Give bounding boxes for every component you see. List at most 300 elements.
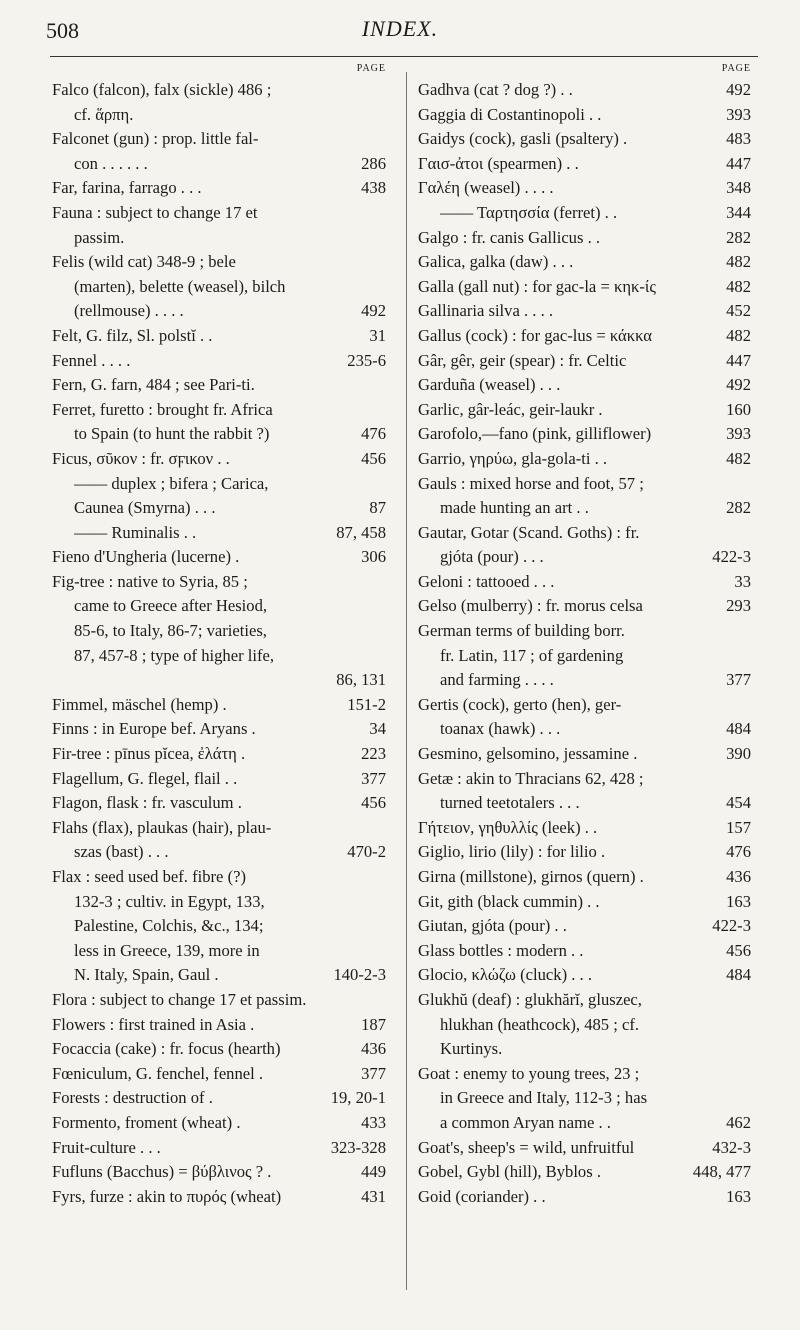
page-reference: 19, 20-1 xyxy=(330,1088,386,1108)
index-entry xyxy=(418,275,751,300)
index-entry xyxy=(418,742,751,767)
entry-line xyxy=(52,890,386,915)
entry-text: Gallinaria silva . . . . xyxy=(418,301,554,321)
entry-text: Galgo : fr. canis Gallicus . . xyxy=(418,227,601,247)
entry-text: German terms of building borr. xyxy=(418,621,625,641)
entry-text: Garofolo,—fano (pink, gilliflower) xyxy=(418,424,652,444)
entry-line xyxy=(52,103,386,128)
entry-line xyxy=(52,447,386,472)
index-entry xyxy=(418,373,751,398)
page-reference: 432-3 xyxy=(712,1137,751,1157)
index-entry xyxy=(418,78,751,103)
index-entry xyxy=(52,816,386,865)
index-entry xyxy=(418,447,751,472)
page-reference: 484 xyxy=(726,719,751,739)
entry-line xyxy=(418,840,751,865)
page-reference: 282 xyxy=(726,498,751,518)
entry-line xyxy=(418,398,751,423)
index-entry xyxy=(418,619,751,693)
right-column xyxy=(418,60,751,1209)
entry-line xyxy=(418,742,751,767)
page-reference: 456 xyxy=(726,940,751,960)
entry-text: —— duplex ; bifera ; Carica, xyxy=(74,473,269,493)
page-reference: 438 xyxy=(361,178,386,198)
entry-line xyxy=(418,1086,751,1111)
page-reference: 160 xyxy=(726,399,751,419)
index-entry xyxy=(52,1086,386,1111)
entry-line xyxy=(418,103,751,128)
page-reference: 87, 458 xyxy=(336,522,386,542)
entry-line xyxy=(52,693,386,718)
entry-line xyxy=(52,398,386,423)
entry-text: Ferret, furetto : brought fr. Africa xyxy=(52,399,273,419)
entry-text: Giutan, gjóta (pour) . . xyxy=(418,916,567,936)
entry-text: Fœniculum, G. fenchel, fennel . xyxy=(52,1063,264,1083)
page-reference: 482 xyxy=(726,325,751,345)
entry-line xyxy=(52,1062,386,1087)
page-reference: 447 xyxy=(726,153,751,173)
page-reference: 492 xyxy=(361,301,386,321)
entry-text: Girna (millstone), girnos (quern) . xyxy=(418,867,644,886)
page-reference: 436 xyxy=(726,867,751,886)
page-reference: 348 xyxy=(726,178,751,198)
entry-line xyxy=(52,250,386,275)
entry-line xyxy=(418,152,751,177)
index-entry xyxy=(418,299,751,324)
entry-line xyxy=(418,668,751,693)
index-entry xyxy=(52,373,386,398)
entry-text: Fyrs, furze : akin to πυρός (wheat) xyxy=(52,1186,282,1206)
page-reference: 344 xyxy=(726,202,751,222)
entry-line xyxy=(418,865,751,890)
entry-text: Getæ : akin to Thracians 62, 428 ; xyxy=(418,768,644,788)
entry-text: Gobel, Gybl (hill), Byblos . xyxy=(418,1162,601,1182)
entry-line xyxy=(418,939,751,964)
index-entry xyxy=(418,521,751,570)
entry-line xyxy=(52,816,386,841)
page-reference: 476 xyxy=(361,424,386,444)
entry-line xyxy=(52,767,386,792)
entry-line xyxy=(418,570,751,595)
page-reference: 377 xyxy=(726,670,751,690)
entry-text: Fennel . . . . xyxy=(52,350,131,370)
entry-text: Glocio, κλώζω (cluck) . . . xyxy=(418,965,593,985)
index-entry xyxy=(52,472,386,521)
page-number: 508 xyxy=(46,18,79,43)
entry-text: Geloni : tattooed . . . xyxy=(418,571,555,591)
entry-line xyxy=(52,176,386,201)
entry-text: Goat : enemy to young trees, 23 ; xyxy=(418,1063,640,1083)
entry-line xyxy=(52,791,386,816)
page-reference: 482 xyxy=(726,252,751,272)
entry-line xyxy=(418,1160,751,1185)
page-reference: 306 xyxy=(361,547,386,567)
page-reference: 436 xyxy=(361,1039,386,1059)
entry-text: toanax (hawk) . . . xyxy=(440,719,561,739)
entry-line xyxy=(52,619,386,644)
index-entry xyxy=(52,791,386,816)
entry-text: Gaggia di Costantinopoli . . xyxy=(418,104,602,124)
page-reference: 377 xyxy=(361,768,386,788)
index-entry xyxy=(418,1136,751,1161)
entry-text: Gertis (cock), gerto (hen), ger- xyxy=(418,694,622,714)
entry-text: Palestine, Colchis, &c., 134; xyxy=(74,916,264,936)
index-entry xyxy=(52,693,386,718)
entry-line xyxy=(418,349,751,374)
entry-text: Flora : subject to change 17 et passim. xyxy=(52,989,307,1009)
entry-line xyxy=(418,127,751,152)
index-entry xyxy=(418,103,751,128)
entry-line xyxy=(418,619,751,644)
page-reference: 323-328 xyxy=(330,1137,386,1157)
entry-line xyxy=(418,1111,751,1136)
entry-line xyxy=(52,349,386,374)
entry-text: Galica, galka (daw) . . . xyxy=(418,252,574,272)
entry-text: came to Greece after Hesiod, xyxy=(74,596,268,616)
entry-text: Fir-tree : pīnus pĭcea, ἐλάτη . xyxy=(52,744,246,764)
index-entry xyxy=(52,865,386,988)
entry-text: Flax : seed used bef. fibre (?) xyxy=(52,867,246,886)
index-entry xyxy=(52,1013,386,1038)
entry-text: made hunting an art . . xyxy=(440,498,589,518)
index-entry xyxy=(52,717,386,742)
entry-text: Gallus (cock) : for gac-lus = κάκκα xyxy=(418,325,653,345)
entry-text: Forests : destruction of . xyxy=(52,1088,213,1108)
entry-text: Kurtinys. xyxy=(440,1039,503,1059)
entry-text: Gadhva (cat ? dog ?) . . xyxy=(418,80,573,99)
page-reference: 140-2-3 xyxy=(333,965,386,985)
entry-text: less in Greece, 139, more in xyxy=(74,940,260,960)
entry-line xyxy=(52,1160,386,1185)
index-entry xyxy=(52,521,386,546)
page-reference: 34 xyxy=(369,719,386,739)
entry-line xyxy=(418,472,751,497)
page-reference: 447 xyxy=(726,350,751,370)
entry-text: Goat's, sheep's = wild, unfruitful xyxy=(418,1137,635,1157)
entry-line xyxy=(52,545,386,570)
entry-text: con . . . . . . xyxy=(74,153,148,173)
entry-text: Fimmel, mäschel (hemp) . xyxy=(52,694,227,714)
entry-text: hlukhan (heathcock), 485 ; cf. xyxy=(440,1014,640,1034)
entry-line xyxy=(52,226,386,251)
entry-text: to Spain (to hunt the rabbit ?) xyxy=(74,424,270,444)
index-entry xyxy=(52,1037,386,1062)
entry-text: —— Ruminalis . . xyxy=(74,522,197,542)
page-reference: 235-6 xyxy=(347,350,386,370)
entry-line xyxy=(418,914,751,939)
page-reference: 163 xyxy=(726,1186,751,1206)
entry-line xyxy=(418,988,751,1013)
entry-text: and farming . . . . xyxy=(440,670,554,690)
header-rule xyxy=(50,56,758,57)
entry-line xyxy=(52,521,386,546)
page-reference: 448, 477 xyxy=(692,1162,751,1182)
entry-line xyxy=(52,299,386,324)
entry-text: Flahs (flax), plaukas (hair), plau- xyxy=(52,817,272,837)
entry-line xyxy=(418,1185,751,1210)
entry-line xyxy=(418,717,751,742)
index-entry xyxy=(52,1111,386,1136)
entry-text: Goid (coriander) . . xyxy=(418,1186,546,1206)
index-entry xyxy=(418,1062,751,1136)
page-reference: 31 xyxy=(369,325,386,345)
entry-text: Falco (falcon), falx (sickle) 486 ; xyxy=(52,80,272,99)
entry-text: Gesmino, gelsomino, jessamine . xyxy=(418,744,638,764)
entry-line xyxy=(418,422,751,447)
page-reference: 433 xyxy=(361,1112,386,1132)
index-entry xyxy=(52,127,386,176)
index-entry xyxy=(418,127,751,152)
entry-text: Fruit-culture . . . xyxy=(52,1137,161,1157)
entry-line xyxy=(418,496,751,521)
entry-text: Flagellum, G. flegel, flail . . xyxy=(52,768,238,788)
entry-line xyxy=(52,570,386,595)
page-reference: 456 xyxy=(361,793,386,813)
entry-line xyxy=(418,594,751,619)
index-entry xyxy=(418,840,751,865)
entry-line xyxy=(418,545,751,570)
entry-line xyxy=(418,1013,751,1038)
index-entry xyxy=(418,250,751,275)
index-entry xyxy=(418,963,751,988)
entry-text: Garduña (weasel) . . . xyxy=(418,375,561,395)
entry-text: 85-6, to Italy, 86-7; varieties, xyxy=(74,621,267,641)
entry-line xyxy=(52,963,386,988)
index-entry xyxy=(418,349,751,374)
entry-line xyxy=(418,644,751,669)
index-entry xyxy=(418,988,751,1062)
entry-line xyxy=(52,152,386,177)
entry-line xyxy=(52,373,386,398)
entry-line xyxy=(52,1086,386,1111)
page-reference: 476 xyxy=(726,842,751,862)
page-reference: 449 xyxy=(361,1162,386,1182)
index-entry xyxy=(418,693,751,742)
entry-line xyxy=(52,988,386,1013)
entry-line xyxy=(418,299,751,324)
entry-line xyxy=(52,914,386,939)
entry-line xyxy=(52,840,386,865)
entry-text: Felis (wild cat) 348-9 ; bele xyxy=(52,252,236,272)
entry-line xyxy=(52,865,386,890)
page-reference: 33 xyxy=(734,571,751,591)
page-reference: 431 xyxy=(361,1186,386,1206)
entry-text: Fieno d'Ungheria (lucerne) . xyxy=(52,547,240,567)
entry-text: 86, 131 xyxy=(336,670,386,690)
entry-text: Gâr, gêr, geir (spear) : fr. Celtic xyxy=(418,350,627,370)
entry-line xyxy=(52,422,386,447)
entry-text: Git, gith (black cummin) . . xyxy=(418,891,600,911)
entry-text: Fauna : subject to change 17 et xyxy=(52,202,258,222)
entry-line xyxy=(418,1062,751,1087)
entry-text: Glukhŭ (deaf) : glukhărĭ, gluszec, xyxy=(418,989,642,1009)
entry-text: Fern, G. farn, 484 ; see Pari-ti. xyxy=(52,375,255,395)
index-entry xyxy=(418,939,751,964)
page-reference: 483 xyxy=(726,129,751,149)
column-divider xyxy=(406,72,407,1290)
entry-line xyxy=(418,1136,751,1161)
index-entry xyxy=(418,570,751,595)
entry-line xyxy=(418,176,751,201)
entry-text: Far, farina, farrago . . . xyxy=(52,178,202,198)
entry-line xyxy=(52,1111,386,1136)
page-reference: 223 xyxy=(361,744,386,764)
entry-line xyxy=(52,324,386,349)
index-entry xyxy=(418,914,751,939)
page-reference: 484 xyxy=(726,965,751,985)
page-reference: 462 xyxy=(726,1112,751,1132)
index-entry xyxy=(418,890,751,915)
entry-text: —— Ταρτησσία (ferret) . . xyxy=(440,202,618,222)
entry-text: Galla (gall nut) : for gac-la = κηκ-ίς xyxy=(418,276,656,296)
entry-line xyxy=(52,127,386,152)
entry-text: Focaccia (cake) : fr. focus (hearth) xyxy=(52,1039,281,1059)
index-entry xyxy=(52,742,386,767)
entry-text: (marten), belette (weasel), bilch xyxy=(74,276,286,296)
entry-text: fr. Latin, 117 ; of gardening xyxy=(440,645,624,665)
entry-text: Gelso (mulberry) : fr. morus celsa xyxy=(418,596,643,616)
entry-text: Caunea (Smyrna) . . . xyxy=(74,498,216,518)
entry-text: Glass bottles : modern . . xyxy=(418,940,584,960)
entry-line xyxy=(52,644,386,669)
page-reference: 390 xyxy=(726,744,751,764)
page-reference: 286 xyxy=(361,153,386,173)
entry-line xyxy=(418,791,751,816)
index-entry xyxy=(418,152,751,177)
index-entry xyxy=(418,324,751,349)
entry-line xyxy=(52,668,386,693)
index-entry xyxy=(52,1160,386,1185)
index-entry xyxy=(418,816,751,841)
page-reference: 282 xyxy=(726,227,751,247)
entry-line xyxy=(52,1037,386,1062)
entry-text: Γαλέη (weasel) . . . . xyxy=(418,178,554,198)
entry-line xyxy=(52,1013,386,1038)
entry-text: passim. xyxy=(74,227,125,247)
entry-text: in Greece and Italy, 112-3 ; has xyxy=(440,1088,648,1108)
entry-line xyxy=(52,1136,386,1161)
entry-line xyxy=(52,742,386,767)
entry-line xyxy=(418,767,751,792)
index-entry xyxy=(418,1160,751,1185)
entry-text: turned teetotalers . . . xyxy=(440,793,580,813)
entry-line xyxy=(418,250,751,275)
entry-line xyxy=(418,1037,751,1062)
entry-line xyxy=(418,373,751,398)
index-entry xyxy=(418,594,751,619)
entry-text: Giglio, lirio (lily) : for lilio . xyxy=(418,842,606,862)
left-column xyxy=(52,60,386,1209)
entry-text: Gautar, Gotar (Scand. Goths) : fr. xyxy=(418,522,640,542)
index-entry xyxy=(52,447,386,472)
entry-line xyxy=(418,693,751,718)
entry-text: cf. ἅρπη. xyxy=(74,104,134,124)
page-reference: 157 xyxy=(726,817,751,837)
entry-line xyxy=(418,963,751,988)
index-entry xyxy=(418,472,751,521)
page-reference: 452 xyxy=(726,301,751,321)
index-entry xyxy=(52,349,386,374)
entry-text: Formento, froment (wheat) . xyxy=(52,1112,241,1132)
entry-line xyxy=(418,521,751,546)
entry-text: Fufluns (Bacchus) = βύβλινος ? . xyxy=(52,1162,272,1182)
index-entry xyxy=(52,570,386,693)
page-reference: 482 xyxy=(726,276,751,296)
index-entry xyxy=(52,398,386,447)
entry-text: Ficus, σῦκον : fr. σϝικον . . xyxy=(52,448,230,468)
entry-line xyxy=(52,594,386,619)
entry-text: Felt, G. filz, Sl. polstĭ . . xyxy=(52,325,213,345)
entry-text: Gauls : mixed horse and foot, 57 ; xyxy=(418,473,644,493)
page-reference: 393 xyxy=(726,104,751,124)
page-reference: 492 xyxy=(726,80,751,99)
entry-line xyxy=(418,447,751,472)
entry-line xyxy=(418,816,751,841)
entry-line xyxy=(52,1185,386,1210)
index-entry xyxy=(418,226,751,251)
entry-line xyxy=(52,78,386,103)
entry-line xyxy=(52,275,386,300)
page-reference: 482 xyxy=(726,448,751,468)
page-reference: 87 xyxy=(369,498,386,518)
entry-text: a common Aryan name . . xyxy=(440,1112,611,1132)
index-entry xyxy=(418,865,751,890)
index-entry xyxy=(418,398,751,423)
entry-line xyxy=(52,201,386,226)
entry-text: Γήτειον, γηθυλλίς (leek) . . xyxy=(418,817,598,837)
index-entry xyxy=(418,176,751,201)
page-reference: 422-3 xyxy=(712,916,751,936)
index-entry xyxy=(52,1136,386,1161)
entry-line xyxy=(52,496,386,521)
entry-text: Γαισ-ἀτοι (spearmen) . . xyxy=(418,153,579,173)
index-entry xyxy=(52,201,386,250)
page-reference: 492 xyxy=(726,375,751,395)
entry-text: gjóta (pour) . . . xyxy=(440,547,544,567)
page-reference: 454 xyxy=(726,793,751,813)
entry-text: Flagon, flask : fr. vasculum . xyxy=(52,793,242,813)
entry-line xyxy=(52,717,386,742)
entry-text: Garlic, gâr-leác, geir-laukr . xyxy=(418,399,603,419)
entry-line xyxy=(418,324,751,349)
entry-line xyxy=(418,275,751,300)
index-entry xyxy=(418,1185,751,1210)
entry-line xyxy=(418,226,751,251)
entry-text: 132-3 ; cultiv. in Egypt, 133, xyxy=(74,891,265,911)
page-reference: 393 xyxy=(726,424,751,444)
page-reference: 163 xyxy=(726,891,751,911)
entry-line xyxy=(52,472,386,497)
page-reference: 470-2 xyxy=(347,842,386,862)
page-reference: 422-3 xyxy=(712,547,751,567)
entry-text: szas (bast) . . . xyxy=(74,842,169,862)
entry-text: Gaidys (cock), gasli (psaltery) . xyxy=(418,129,628,149)
entry-text: Flowers : first trained in Asia . xyxy=(52,1014,255,1034)
index-entry xyxy=(418,201,751,226)
entry-text: 87, 457-8 ; type of higher life, xyxy=(74,645,275,665)
entry-line xyxy=(52,939,386,964)
entry-text: Garrio, γηρύω, gla-gola-ti . . xyxy=(418,448,608,468)
running-head: INDEX. xyxy=(361,16,439,41)
entry-line xyxy=(418,201,751,226)
index-entry xyxy=(52,545,386,570)
page-reference: 187 xyxy=(361,1014,386,1034)
index-entry xyxy=(52,988,386,1013)
page-reference: 377 xyxy=(361,1063,386,1083)
page-reference: 293 xyxy=(726,596,751,616)
index-entry xyxy=(52,176,386,201)
entry-text: Falconet (gun) : prop. little fal- xyxy=(52,129,259,149)
